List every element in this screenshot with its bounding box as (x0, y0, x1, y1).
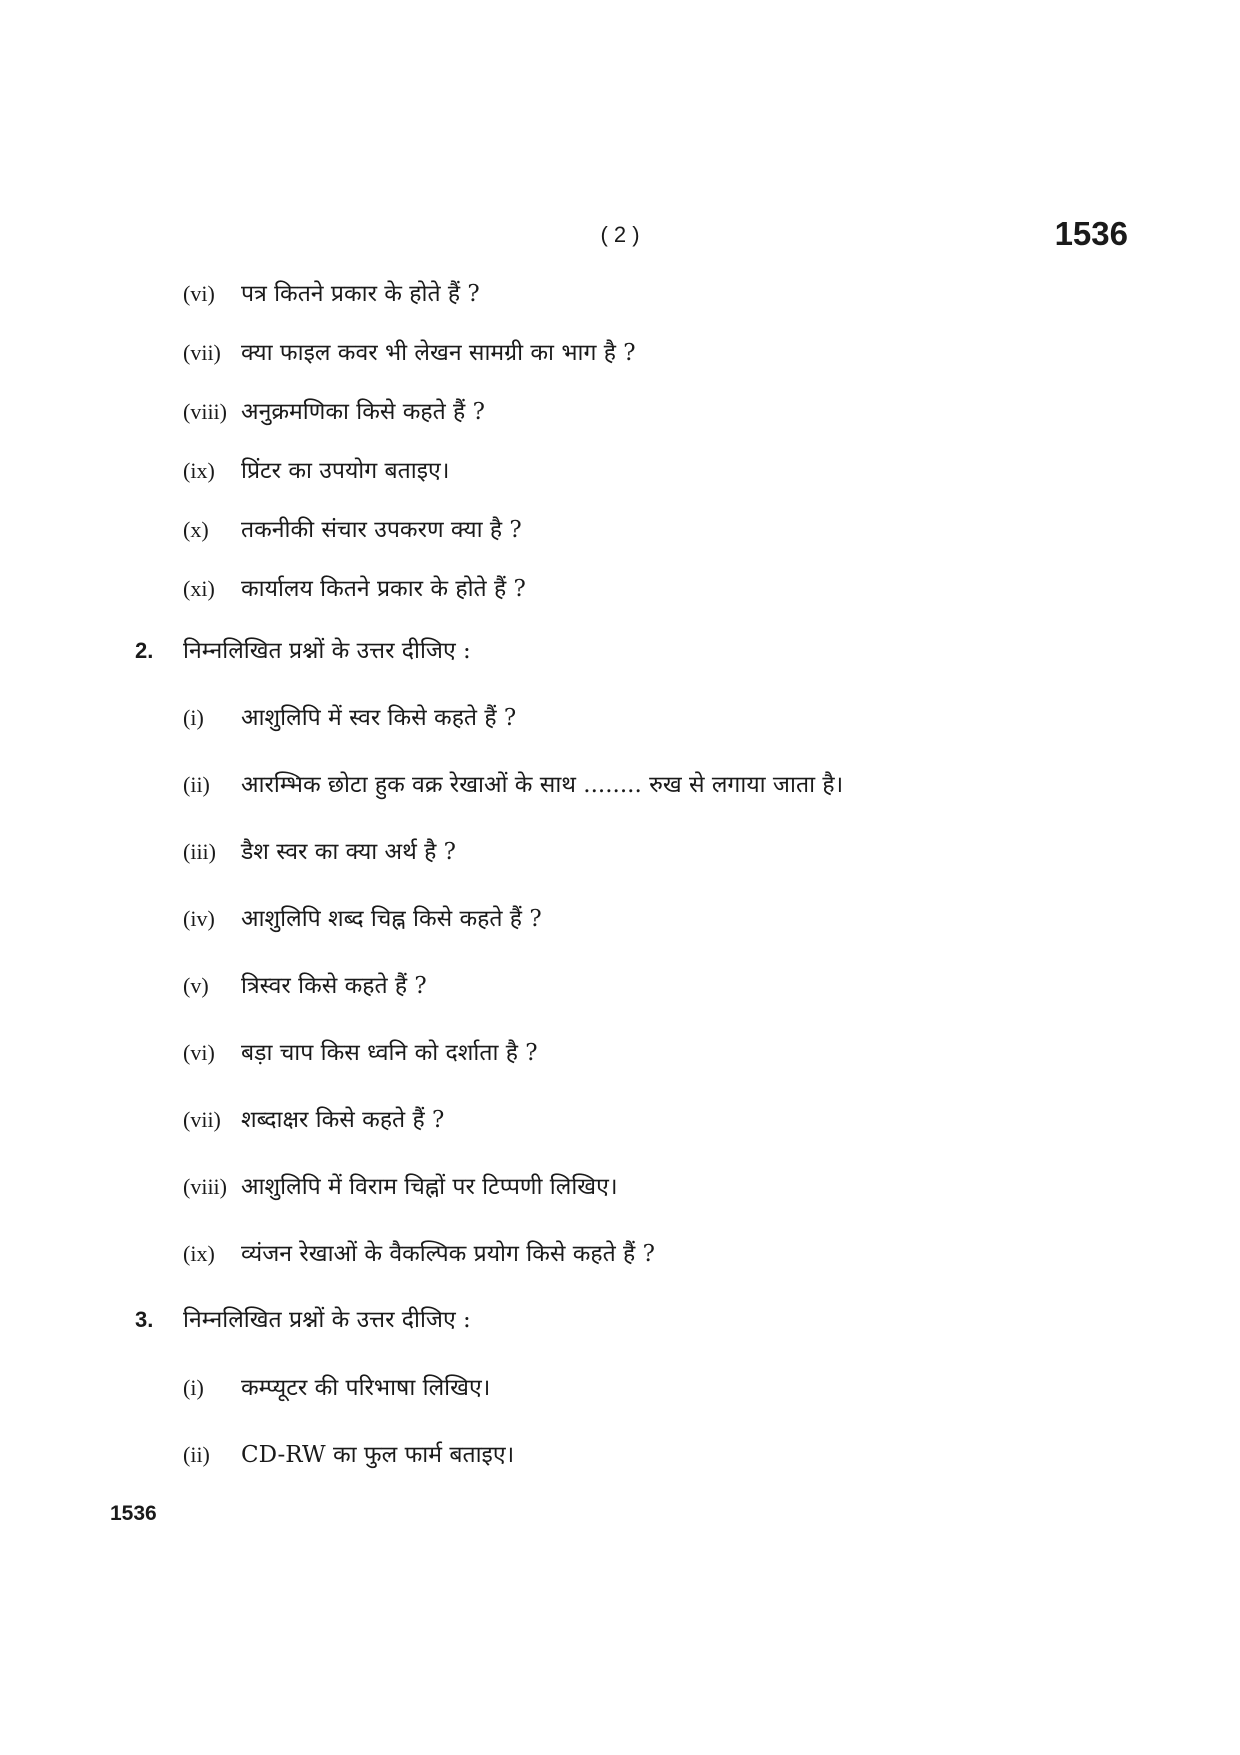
question-item (183, 767, 1180, 799)
item-number: (iv) (183, 906, 215, 931)
question-number: 3. (135, 1307, 154, 1332)
item-number: (v) (183, 973, 209, 998)
question-heading (135, 1302, 1180, 1334)
question-item (183, 1236, 1180, 1268)
question-item (183, 1169, 1180, 1201)
item-text: कम्प्यूटर की परिभाषा लिखिए। (241, 1375, 491, 1401)
item-number: (iii) (183, 839, 216, 864)
question-item (183, 394, 1180, 426)
question-instruction: निम्नलिखित प्रश्नों के उत्तर दीजिए : (183, 1307, 471, 1333)
paper-code-top: 1536 (1054, 215, 1128, 252)
question-item (183, 968, 1180, 1000)
item-text: शब्दाक्षर किसे कहते हैं ? (241, 1107, 445, 1133)
item-text: डैश स्वर का क्या अर्थ है ? (241, 839, 456, 865)
question-item (183, 453, 1180, 485)
item-text: कार्यालय कितने प्रकार के होते हैं ? (241, 576, 526, 602)
item-text: आशुलिपि शब्द चिह्न किसे कहते हैं ? (241, 906, 542, 932)
item-number: (viii) (183, 1174, 227, 1199)
item-number: (ix) (183, 458, 215, 483)
item-number: (vi) (183, 1040, 215, 1065)
item-number: (ii) (183, 772, 210, 797)
item-number: (i) (183, 1375, 204, 1400)
item-number: (ii) (183, 1442, 210, 1467)
question-item (183, 1437, 1180, 1469)
item-number: (ix) (183, 1241, 215, 1266)
question-item (183, 1035, 1180, 1067)
question-number: 2. (135, 638, 154, 663)
item-number: (xi) (183, 576, 215, 601)
question-item (183, 512, 1180, 544)
question-item (183, 1370, 1180, 1402)
question-item (183, 834, 1180, 866)
item-text: आशुलिपि में स्वर किसे कहते हैं ? (241, 705, 517, 731)
item-text: प्रिंटर का उपयोग बताइए। (241, 458, 450, 484)
item-text: तकनीकी संचार उपकरण क्या है ? (241, 517, 522, 543)
item-number: (x) (183, 517, 209, 542)
item-number: (vii) (183, 340, 221, 365)
item-number: (vii) (183, 1107, 221, 1132)
item-text: बड़ा चाप किस ध्वनि को दर्शाता है ? (241, 1040, 538, 1066)
question-heading (135, 633, 1180, 665)
question-item (183, 901, 1180, 933)
question-item (183, 571, 1180, 603)
paper-code-bottom: 1536 (110, 1502, 157, 1525)
item-number: (i) (183, 705, 204, 730)
item-number: (vi) (183, 281, 215, 306)
item-text: आशुलिपि में विराम चिह्नों पर टिप्पणी लिखिए। (241, 1174, 618, 1200)
question-item (183, 1102, 1180, 1134)
question-item (183, 700, 1180, 732)
item-text: आरम्भिक छोटा हुक वक्र रेखाओं के साथ ........ रुख से लगाया जाता है। (241, 772, 844, 798)
item-text: अनुक्रमणिका किसे कहते हैं ? (241, 399, 485, 425)
question-instruction: निम्नलिखित प्रश्नों के उत्तर दीजिए : (183, 638, 471, 664)
question-item (183, 335, 1180, 367)
item-text: त्रिस्वर किसे कहते हैं ? (241, 973, 427, 999)
item-text: क्या फाइल कवर भी लेखन सामग्री का भाग है ? (241, 340, 636, 366)
item-text: CD-RW का फुल फार्म बताइए। (241, 1442, 515, 1468)
item-number: (viii) (183, 399, 227, 424)
page-number: ( 2 ) (600, 222, 640, 247)
question-item (183, 276, 1180, 308)
item-text: पत्र कितने प्रकार के होते हैं ? (241, 281, 480, 307)
item-text: व्यंजन रेखाओं के वैकल्पिक प्रयोग किसे कहते हैं ? (241, 1241, 655, 1267)
